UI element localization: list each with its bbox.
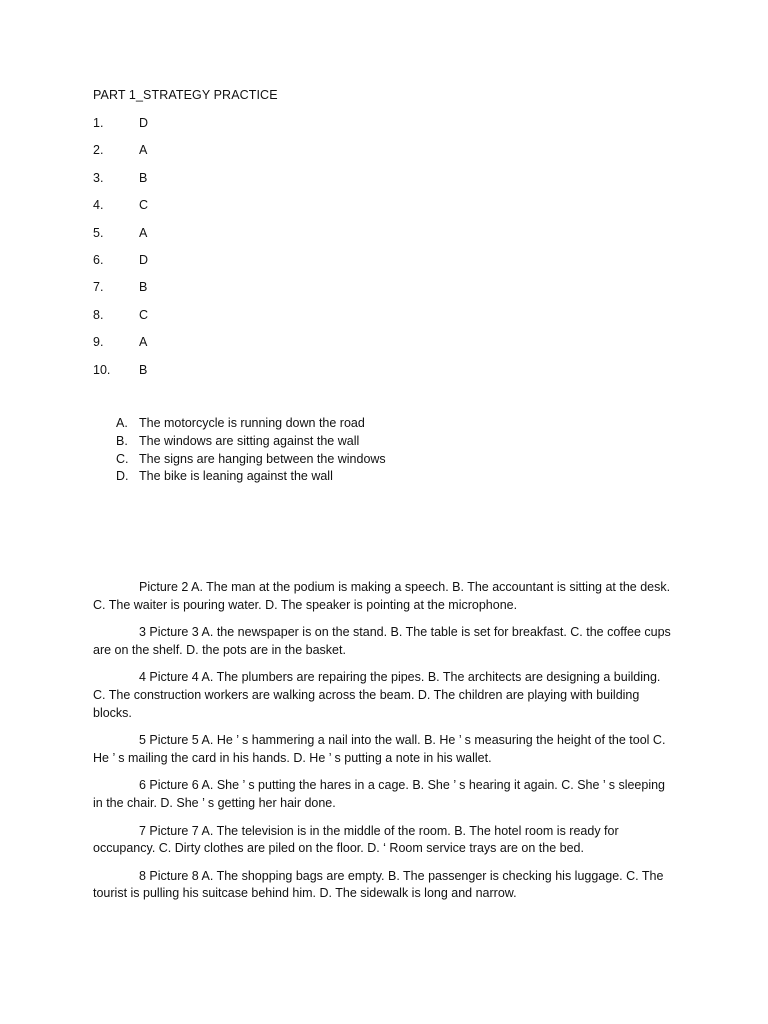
option-letter: A. — [116, 416, 128, 430]
picture-paragraph: 8 Picture 8 A. The shopping bags are empty. B. The passenger is checking his luggage. C. The tourist is pulling his suitcase behind him. D. The sidewalk is long and narrow. — [93, 868, 664, 901]
picture-paragraph: Picture 2 A. The man at the podium is making a speech. B. The accountant is sitting at the desk. C. The waiter is pouring water. D. The speaker is pointing at the microphone. — [93, 580, 671, 612]
answer-letter: B — [139, 280, 148, 295]
answer-row — [93, 280, 148, 307]
answer-number: 7. — [93, 280, 104, 295]
answer-list — [93, 116, 148, 390]
answer-number: 8. — [93, 307, 104, 322]
answer-number: 5. — [93, 225, 104, 240]
answer-row — [93, 308, 148, 335]
option-text: The bike is leaning against the wall — [139, 469, 333, 484]
answer-letter: D — [139, 116, 149, 130]
answer-letter: D — [139, 252, 149, 267]
answer-number: 9. — [93, 335, 104, 350]
picture-paragraph: 7 Picture 7 A. The television is in the middle of the room. B. The hotel room is ready for occupancy. C. Dirty clothes are piled on the floor. D. ‘ Room service trays are on the bed. — [93, 823, 619, 856]
answer-letter: B — [139, 170, 148, 185]
option-item — [116, 452, 386, 470]
answer-letter: C — [139, 198, 149, 213]
answer-number: 2. — [93, 143, 104, 158]
answer-number: 1. — [93, 116, 104, 130]
answer-row — [93, 335, 148, 362]
answer-letter: A — [139, 335, 148, 350]
answer-number: 4. — [93, 198, 104, 213]
answer-letter: C — [139, 307, 149, 322]
answer-number: 10. — [93, 362, 111, 377]
answer-row — [93, 226, 148, 253]
option-item — [116, 434, 386, 452]
answer-letter: B — [139, 362, 148, 377]
option-list — [116, 416, 386, 487]
picture-paragraph: 6 Picture 6 A. She ’ s putting the hares in a cage. B. She ’ s hearing it again. C. She ’ s sleeping in the chair. D. She ’ s getting her hair done. — [93, 778, 666, 810]
picture-paragraph: 4 Picture 4 A. The plumbers are repairing the pipes. B. The architects are designing a building. C. The construction workers are walking across the beam. D. The children are playing with building blocks. — [93, 670, 661, 720]
option-item — [116, 469, 386, 487]
answer-row — [93, 143, 148, 170]
section-heading: PART 1_STRATEGY PRACTICE — [93, 88, 278, 102]
answer-number: 3. — [93, 170, 104, 185]
picture-paragraph: 3 Picture 3 A. the newspaper is on the stand. B. The table is set for breakfast. C. the coffee cups are on the shelf. D. the pots are in the basket. — [93, 625, 671, 657]
answer-letter: A — [139, 225, 148, 240]
answer-row — [93, 171, 148, 198]
answer-row — [93, 198, 148, 225]
option-text: The windows are sitting against the wall — [139, 433, 360, 448]
option-letter: D. — [116, 469, 129, 484]
option-letter: B. — [116, 433, 128, 448]
picture-paragraph: 5 Picture 5 A. He ’ s hammering a nail into the wall. B. He ’ s measuring the height of the tool C. He ’ s mailing the card in his hands. D. He ’ s putting a note in his wallet. — [93, 733, 666, 765]
option-letter: C. — [116, 451, 129, 466]
option-text: The signs are hanging between the windows — [139, 451, 386, 466]
answer-row — [93, 253, 148, 280]
answer-row — [93, 116, 148, 143]
answer-number: 6. — [93, 252, 104, 267]
option-text: The motorcycle is running down the road — [139, 416, 365, 430]
picture-descriptions — [93, 579, 673, 913]
option-item — [116, 416, 386, 434]
answer-row — [93, 363, 148, 390]
answer-letter: A — [139, 143, 148, 158]
